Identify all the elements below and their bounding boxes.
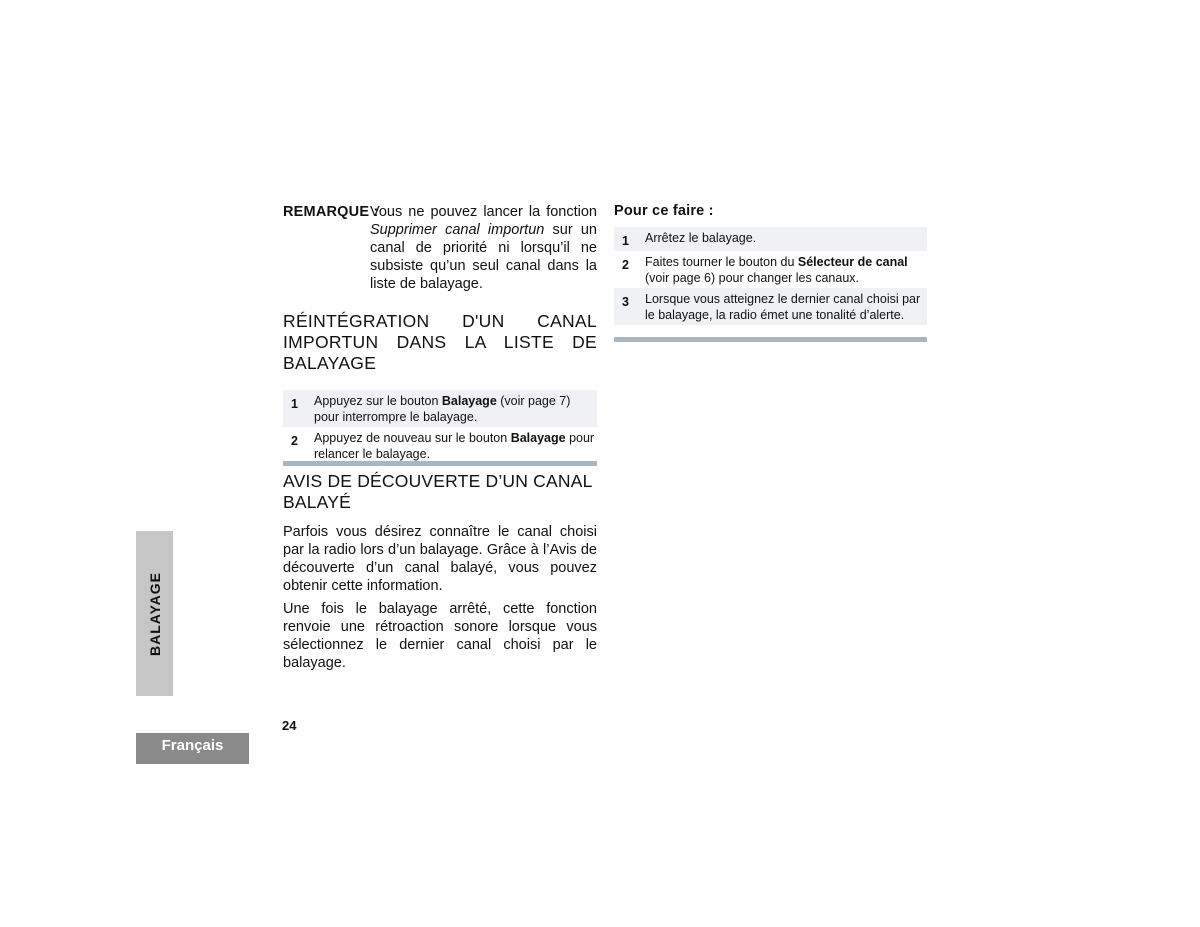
step-row <box>283 427 597 464</box>
step-row <box>283 390 597 427</box>
step-seg: (voir page 6) pour changer les canaux. <box>645 271 860 285</box>
step-number: 1 <box>291 397 298 411</box>
section-heading-avis: AVIS DE DÉCOUVERTE D’UN CANAL BALAYÉ <box>283 471 592 512</box>
note-seg-2: sur un canal de priorité ni lorsqu’il ne subsiste qu’un seul canal dans la liste de balayage. <box>370 222 597 292</box>
step-row <box>614 288 927 325</box>
procedure-title: Pour ce faire : <box>614 203 714 219</box>
paragraph: Parfois vous désirez connaître le canal choisi par la radio lors d’un balayage. Grâce à l’Avis de découverte d’un canal balayé, vous pouvez obtenir cette information. <box>283 524 597 594</box>
note-text <box>370 203 597 293</box>
step-seg: Appuyez de nouveau sur le bouton <box>314 431 511 445</box>
steps-table-procedure <box>614 227 927 325</box>
note-label: REMARQUE : <box>283 204 379 220</box>
paragraph: Une fois le balayage arrêté, cette fonction renvoie une rétroaction sonore lorsque vous sélectionnez le dernier canal choisi par le balayage. <box>283 601 597 671</box>
step-number: 2 <box>622 258 629 272</box>
note-seg-1: Supprimer canal importun <box>370 222 545 238</box>
note-block <box>283 203 597 293</box>
step-number: 3 <box>622 295 629 309</box>
chapter-tab-label: BALAYAGE <box>146 571 163 656</box>
step-seg: (voir page 7) pour interrompre le balayage. <box>314 394 571 424</box>
step-seg-bold: Balayage <box>441 394 497 408</box>
step-seg: Lorsque vous atteignez le dernier canal choisi par le balayage, la radio émet une tonalité d’alerte. <box>645 292 921 322</box>
step-number: 2 <box>291 434 298 448</box>
step-text <box>645 230 927 249</box>
step-text <box>314 430 597 462</box>
steps-table-reintegration <box>283 390 597 464</box>
step-seg-bold: Sélecteur de canal <box>797 255 908 269</box>
step-row <box>614 227 927 251</box>
step-seg: Arrêtez le balayage. <box>645 231 757 245</box>
step-seg: pour relancer le balayage. <box>314 431 595 461</box>
step-seg: Faites tourner le bouton du <box>645 255 798 269</box>
page-number: 24 <box>282 718 297 733</box>
note-seg-0: Vous ne pouvez lancer la fonction <box>370 204 597 220</box>
section-heading-reintegration: RÉINTÉGRATION D'UN CANAL IMPORTUN DANS LA LISTE DE BALAYAGE <box>283 311 597 373</box>
step-number: 1 <box>622 234 629 248</box>
step-row <box>614 251 927 288</box>
step-text <box>645 254 927 286</box>
chapter-side-tab <box>136 531 173 696</box>
step-seg: Appuyez sur le bouton <box>314 394 442 408</box>
step-text <box>314 393 597 425</box>
table-bottom-rule <box>283 461 597 466</box>
step-text <box>645 291 927 323</box>
step-seg-bold: Balayage <box>510 431 566 445</box>
language-tab: Français <box>136 733 249 764</box>
table-bottom-rule <box>614 337 927 342</box>
